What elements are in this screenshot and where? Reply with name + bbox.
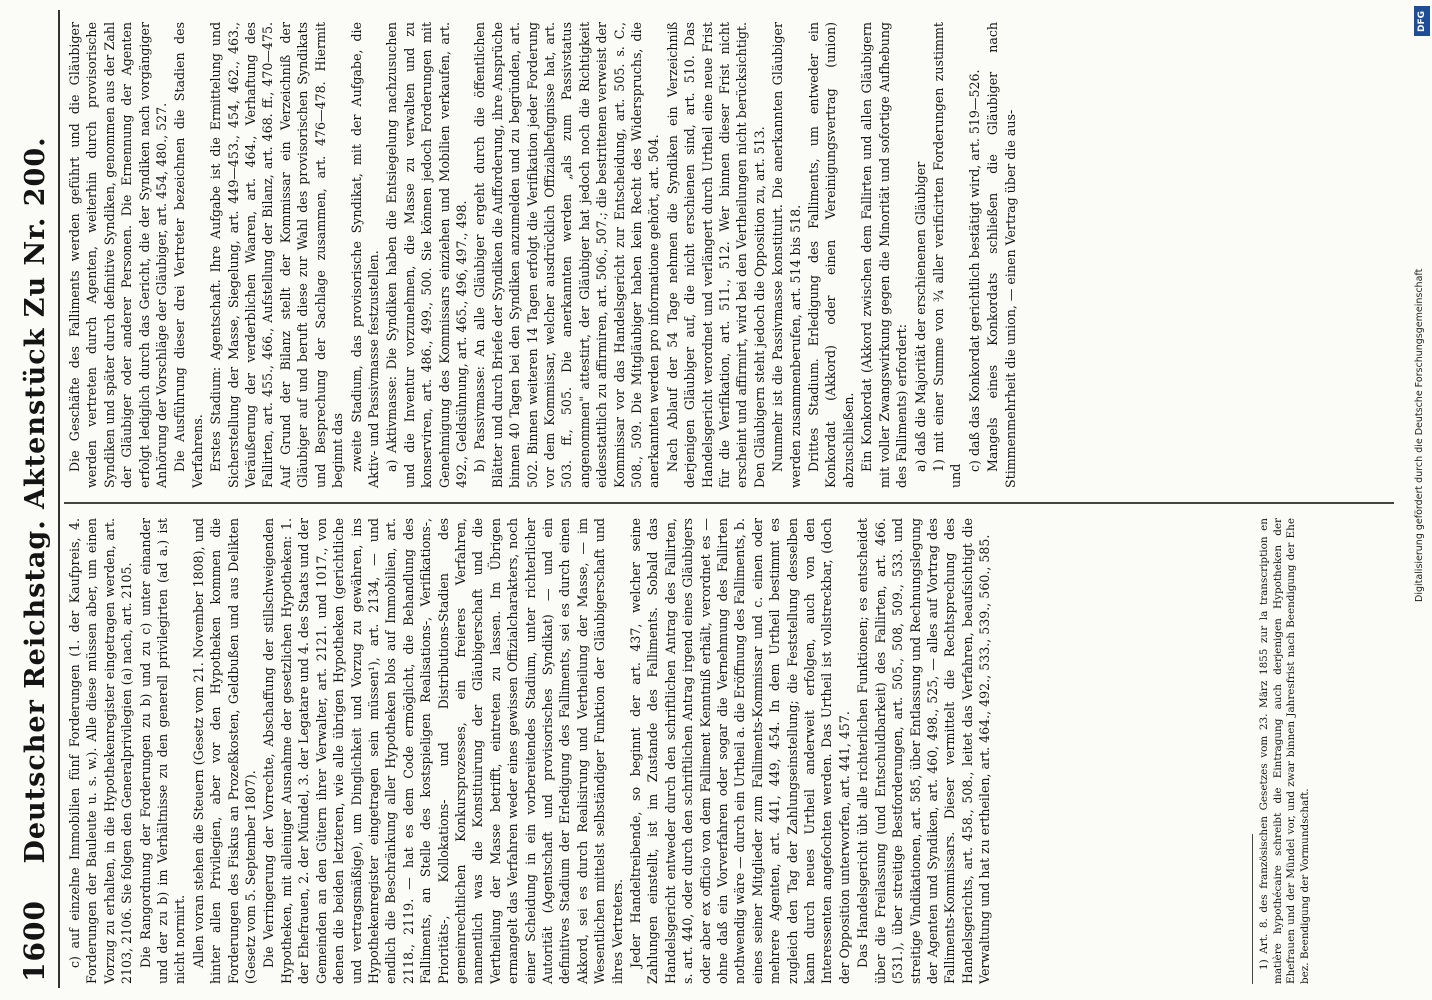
paragraph: Die Geschäfte des Falliments werden geführt und die Gläubiger werden vertreten durch Agenten, weiterhin durch provisorische Syndiken und später durch definitive Syndiken, genommen aus der Zahl der Gläubiger oder anderer Personen. Die Ernennung der Agenten erfolgt lediglich durch das Gericht, die der Syndiken nach vorgängiger Anhörung der Vorschläge der Gläubiger, art. 454, 480., 527. xyxy=(67,22,170,488)
funding-note: Digitalisierung gefördert durch die Deutsche Forschungsgemeinschaft xyxy=(1414,268,1425,602)
paragraph: Die Ausführung dieser drei Vertreter bezeichnen die Stadien des Verfahrens. xyxy=(172,22,205,488)
paragraph: Drittes Stadium. Erledigung des Falliments, um entweder ein Konkordat (Akkord) oder einen Vereinigungsvertrag (union) abzuschließen. xyxy=(806,22,856,488)
paragraph: c) daß das Konkordat gerichtlich bestätigt wird, art. 519—526. xyxy=(966,69,982,472)
paragraph: a) daß die Majorität der erschienenen Gläubiger xyxy=(912,161,928,472)
footnote xyxy=(1258,518,1312,984)
digitization-sidebar xyxy=(1412,0,1432,1000)
paragraph: Ein Konkordat (Akkord zwischen dem Fallirten und allen Gläubigern mit voller Zwangswirkung gegen die Minorität und sofortige Aufhebung des Falliments) erfordert: xyxy=(859,22,910,488)
paragraph: Die Rangordnung der Forderungen zu b) und zu c) unter einander und der zu b) im Verhältnisse zu den generell privilegirten (ad a.) ist nicht normirt. xyxy=(137,518,188,984)
column-divider xyxy=(64,502,1394,504)
page-number: 1600 xyxy=(18,900,51,982)
page-title: Deutscher Reichstag. Aktenstück Zu Nr. 200. xyxy=(20,136,51,864)
paragraph: Die Verringerung der Vorrechte, Abschaffung der stillschweigenden Hypotheken, mit alleiniger Ausnahme der gesetzlichen Hypotheken: 1. der Ehefrauen, 2. der Mündel, 3. der Legatare und 4. des Staats und der Gemeinden an den Gütern ihrer Verwalter, art. 2121. und 1017., von denen die beiden letzteren, wie alle übrigen Hypotheken (gerichtliche und vertragsmäßige), um Dinglichkeit und Vorzug zu gewähren, ins Hypothekenregister eingetragen sein müssen¹), art. 2134, — und endlich die Beschränkung aller Hypotheken blos auf Immobilien, art. 2118., 2119. — hat es dem Code ermöglicht, die Behandlung des Falliments, an Stelle des kostspieligen Realisations-, Verifikations-, Prioritäts-, Kollokations- und Distributions-Stadien des gemeinrechtlichen Konkursprozesses, ein freieres Verfahren, namentlich was die Konstituirung der Gläubigerschaft und die Vertheilung der Masse betrifft, eintreten zu lassen. Im Übrigen ermangelt das Verfahren weder eines gewissen Offizialcharakters, noch einer Scheidung in ein vorbereitendes Stadium, unter richterlicher Autorität (Agentschaft und provisorisches Syndikat) — und ein definitives Stadium der Erledigung des Falliments, sei es durch einen Akkord, sei es durch Realisirung und Vertheilung der Masse, — im Wesentlichen mittelst selbständiger Funktion der Gläubigerschaft und ihres Vertreters. xyxy=(261,518,625,984)
paragraph: Allen voran stehen die Steuern (Gesetz vom 21. November 1808), und hinter allen Privilegien, aber vor den Hypotheken kommen die Forderungen des Fiskus an Prozeßkosten, Geldbußen und aus Delikten (Gesetz vom 5. September 1807). xyxy=(190,518,259,984)
paragraph: Das Handelsgericht übt alle richterlichen Funktionen; es entscheidet über die Freilassung (und Entschuldbarkeit) des Fallirten, art. 466. (531.), über streitige Bestforderungen, art. 505., 508, 509., 533. und streitige Vindikationen, art. 585, über Entlassung und Rechnungslegung der Agenten und Syndiken, art. 460, 498., 525, — alles auf Vortrag des Falliments-Kommissars. Dieser vermittelt die Rechtsprechung des Handelsgerichts, art. 458., 508., leitet das Verfahren, beaufsichtigt die Verwaltung und hat zu ertheilen, art. 464., 492., 533., 539., 560., 585. xyxy=(855,518,993,984)
footnote-text: 1) Art. 8. des französischen Gesetzes vom 23. März 1855 zur la transcription en matière hypothécaire schreibt die Eintragung auch derjenigen Hypotheken der Ehefrauen und der Mündel vor, und zwar binnen Jahresfrist nach Beendigung der Ehe bez. Beendigung der Vormundschaft. xyxy=(1258,518,1311,984)
paragraph: Mangels eines Konkordats schließen die Gläubiger nach Stimmenmehrheit die union, — einen Vertrag über die aus- xyxy=(985,22,1018,488)
paragraph: Nach Ablauf der 54 Tage nehmen die Syndiken ein Verzeichniß derjenigen Gläubiger auf, die nicht erschienen sind, art. 510. Das Handelsgericht verordnet und verlängert durch Urtheil eine neue Frist für die Verifikation, art. 511., 512. Wer binnen dieser Frist nicht erscheint und affirmirt, wird bei den Vertheilungen nicht berücksichtigt. Den Gläubigern steht jedoch die Opposition zu, art. 513. xyxy=(664,22,767,488)
dfg-logo: DFG xyxy=(1414,6,1430,36)
paragraph: a) Aktivmasse: Die Syndiken haben die Entsiegelung nachzusuchen und die Inventur vorzunehmen, die Masse zu verwalten und zu konserviren, art. 486., 499., 500. Sie können jedoch Forderungen mit Genehmigung des Kommissars einziehen und Mobilien verkaufen, art. 492., Geldsühnung, art. 465., 496, 497., 498. xyxy=(384,22,469,488)
paragraph: c) auf einzelne Immobilien fünf Forderungen (1. der Kaufpreis, 4. Forderungen der Bauleute u. s. w.). Alle diese müssen aber, um einen Vorzug zu erhalten, in die Hypothekenregister eingetragen werden, art. 2103, 2106. Sie folgen den Generalprivilegien (a) nach, art. 2105. xyxy=(67,518,135,984)
paragraph: b) Passivmasse: An alle Gläubiger ergeht durch die öffentlichen Blätter und durch Briefe der Syndiken die Aufforderung, ihre Ansprüche binnen 40 Tagen bei den Syndiken anzumelden und zu begründen, art. 502. Binnen weiteren 14 Tagen erfolgt die Verifikation jeder Forderung vor dem Kommissar, welcher ausdrücklich Offizialbefugnisse hat, art. 503. ff., 505. Die anerkannten werden „als zum Passivstatus angenommen" attestirt, der Gläubiger hat jedoch noch die Richtigkeit eidesstattlich zu affirmiren, art. 506., 507.; die bestrittenen verweist der Kommissar vor das Handelsgericht zur Entscheidung, art. 505. s. C., 508., 509. Die Mitgläubiger haben kein Recht des Widerspruchs, die anerkannten werden pro informatione gehört, art. 504. xyxy=(472,22,662,488)
paragraph: 1) mit einer Summe von ¾ aller verificirten Forderungen zustimmt und xyxy=(930,22,964,488)
paragraph: Nunmehr ist die Passivmasse konstituirt. Die anerkannten Gläubiger werden zusammenberufen, art. 514 bis 518. xyxy=(770,22,803,488)
header-rule xyxy=(58,10,60,988)
left-column xyxy=(66,518,995,984)
paragraph: Erstes Stadium: Agentschaft. Ihre Aufgabe ist die Ermittelung und Sicherstellung der Masse, Siegelung, art. 449—453., 454, 462., 463., Veräußerung der verderblichen Waaren, art. 464., Verhaftung des Fallirten, art. 455., 466., Aufstellung der Bilanz, art. 468. ff., 470—475. Auf Grund der Bilanz stellt der Kommissar ein Verzeichniß der Gläubiger auf und beruft diese zur Wahl des provisorischen Syndikats und Besprechung der Sachlage zusammen, art. 476—478. Hiermit beginnt das xyxy=(208,22,346,488)
paragraph: Jeder Handeltreibende, so beginnt der art. 437, welcher seine Zahlungen einstellt, ist im Zustande des Falliments. Sobald das Handelsgericht entweder durch den schriftlichen Antrag des Fallirten, s. art. 440, oder durch den schriftlichen Antrag irgend eines Gläubigers oder aber ex officio von dem Falliment Kenntniß erhält, verordnet es — ohne daß ein Vorverfahren oder sogar die Vernehmung des Fallirten nothwendig wäre — durch ein Urtheil a. die Eröffnung des Falliments, b. eines seiner Mitglieder zum Falliments-Kommissar und c. einen oder mehrere Agenten, art. 441, 449, 454. In dem Urtheil bestimmt es zugleich den Tag der Zahlungseinstellung; die Feststellung desselben kann durch neues Urtheil anderweit erfolgen, auch von den Interessenten angefochten werden. Das Urtheil ist vollstreckbar, (doch der Opposition unterworfen, art. 441, 457. xyxy=(628,518,852,984)
right-column xyxy=(66,22,1020,488)
page-header xyxy=(8,0,56,1000)
paragraph: zweite Stadium, das provisorische Syndikat, mit der Aufgabe, die Aktiv- und Passivmasse festzustellen. xyxy=(348,22,381,488)
footnote-rule xyxy=(1252,834,1253,984)
